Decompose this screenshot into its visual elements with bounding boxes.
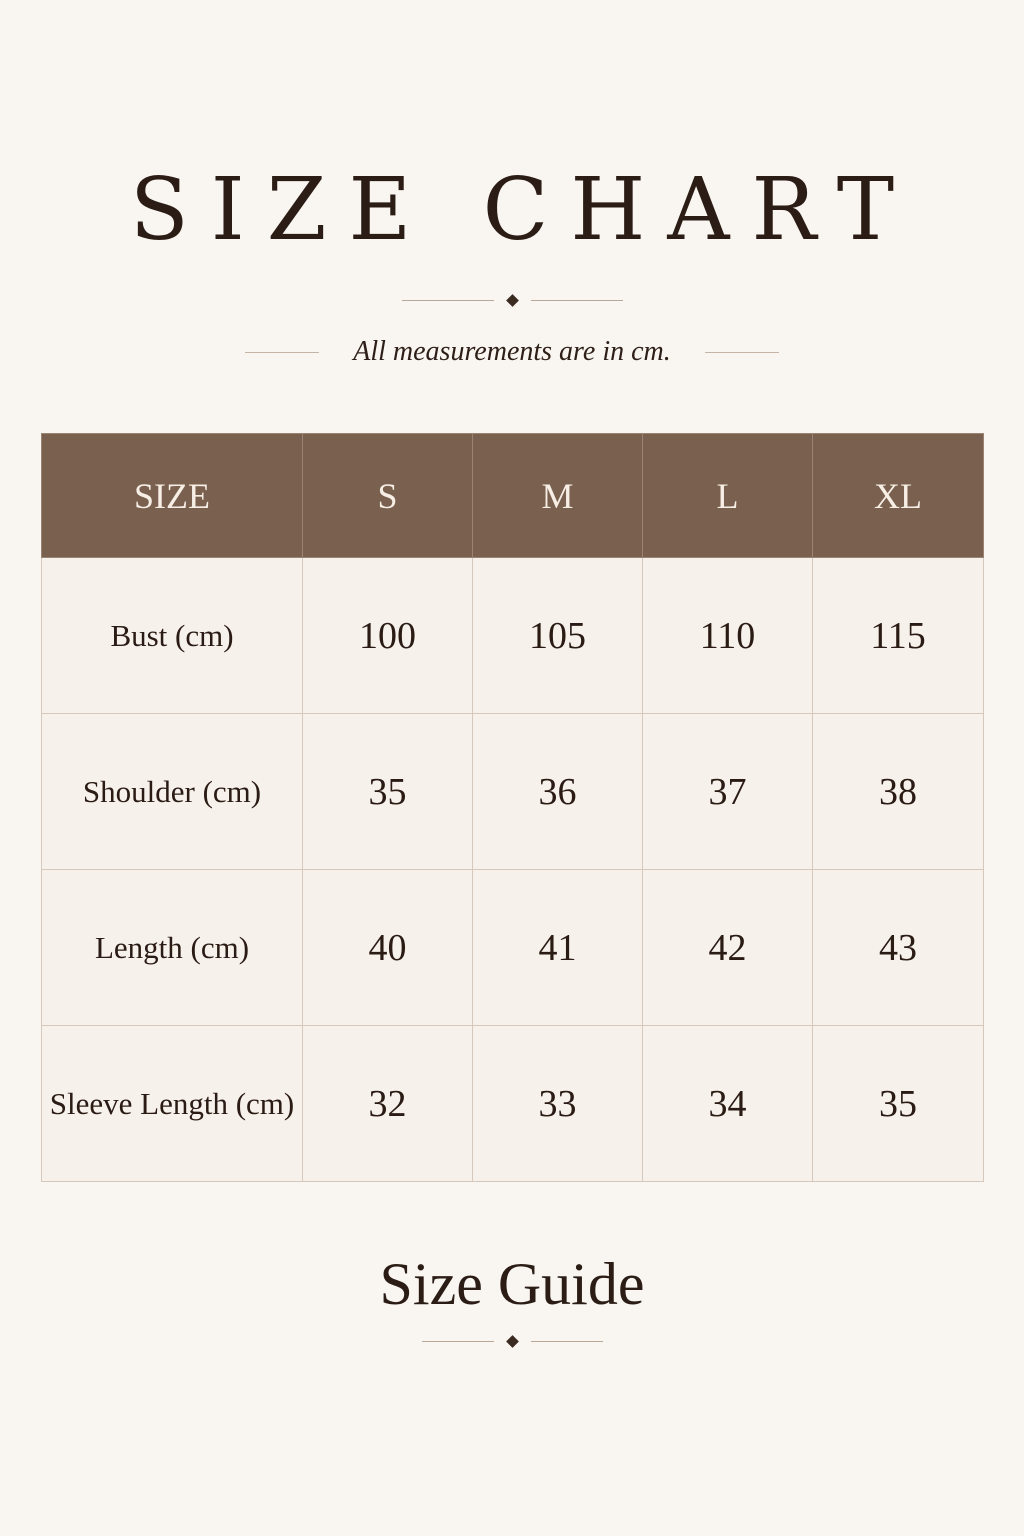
header-m: M bbox=[473, 434, 643, 558]
table-cell: 35 bbox=[303, 714, 473, 870]
table-row bbox=[42, 870, 984, 1026]
table-cell: 38 bbox=[813, 714, 984, 870]
table-cell: 43 bbox=[813, 870, 984, 1026]
page-title: SIZE CHART bbox=[129, 160, 917, 260]
diamond-divider-icon bbox=[506, 294, 519, 307]
measurement-note-row bbox=[0, 336, 1024, 368]
divider-line-left bbox=[402, 300, 494, 301]
divider-line-right bbox=[531, 300, 623, 301]
table-header-row bbox=[42, 434, 984, 558]
table-cell: 36 bbox=[473, 714, 643, 870]
row-label: Length (cm) bbox=[42, 870, 303, 1026]
row-label: Bust (cm) bbox=[42, 558, 303, 714]
table-cell: 42 bbox=[643, 870, 813, 1026]
divider-line-left bbox=[422, 1341, 494, 1342]
table-cell: 41 bbox=[473, 870, 643, 1026]
measurement-note: All measurements are in cm. bbox=[353, 336, 671, 367]
header-size: SIZE bbox=[42, 434, 303, 558]
header-l: L bbox=[643, 434, 813, 558]
size-table bbox=[41, 433, 984, 1182]
row-label: Sleeve Length (cm) bbox=[42, 1026, 303, 1182]
table-cell: 40 bbox=[303, 870, 473, 1026]
table-cell: 105 bbox=[473, 558, 643, 714]
table-cell: 35 bbox=[813, 1026, 984, 1182]
table-row bbox=[42, 558, 984, 714]
table-cell: 34 bbox=[643, 1026, 813, 1182]
table-cell: 100 bbox=[303, 558, 473, 714]
title-divider bbox=[0, 296, 1024, 305]
header-s: S bbox=[303, 434, 473, 558]
size-guide-title: Size Guide bbox=[379, 1251, 645, 1317]
table-cell: 37 bbox=[643, 714, 813, 870]
header-xl: XL bbox=[813, 434, 984, 558]
table-cell: 115 bbox=[813, 558, 984, 714]
footer-divider bbox=[0, 1337, 1024, 1346]
divider-line-right bbox=[531, 1341, 603, 1342]
row-label: Shoulder (cm) bbox=[42, 714, 303, 870]
table-row bbox=[42, 1026, 984, 1182]
note-line-right bbox=[705, 352, 779, 353]
table-row bbox=[42, 714, 984, 870]
note-line-left bbox=[245, 352, 319, 353]
table-cell: 33 bbox=[473, 1026, 643, 1182]
diamond-divider-icon bbox=[506, 1335, 519, 1348]
table-cell: 110 bbox=[643, 558, 813, 714]
table-cell: 32 bbox=[303, 1026, 473, 1182]
